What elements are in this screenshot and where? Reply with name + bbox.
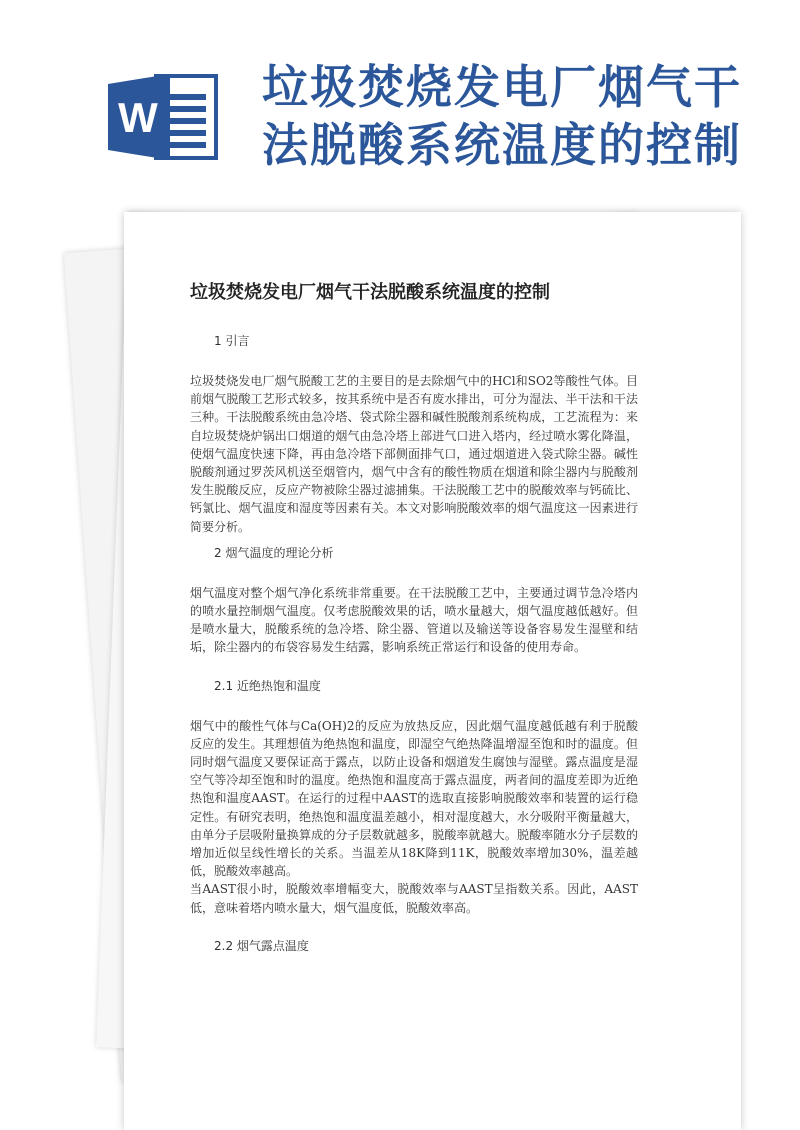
section-paragraph-aast-cont: 当AAST很小时，脱酸效率增幅变大，脱酸效率与AAST呈指数关系。因此，AAST低，意味着塔内喷水量大，烟气温度低，脱酸效率高。 <box>190 882 638 915</box>
section-paragraph-aast: 烟气中的酸性气体与Ca(OH)2的反应为放热反应，因此烟气温度越低越有利于脱酸反应的发生。其理想值为绝热饱和温度，即湿空气绝热降温增湿至饱和时的温度。但同时烟气温度又要保证高于露点，以防止设备和烟道发生腐蚀与湿壁。露点温度是湿空气等冷却至饱和时的温度。绝热饱和温度高于露点温度，两者间的温度差即为近绝热饱和温度AAST。在运行的过程中AAST的选取直接影响脱酸效率和装置的运行稳定性。有研究表明，绝热饱和温度温差越小，相对湿度越大，水分吸附平衡量越大，由单分子层吸附量换算成的分子层数就越多，脱酸率就越大。脱酸率随水分子层数的增加近似呈线性增长的关系。当温差从18K降到11K，脱酸效率增加30%，温差越低，脱酸效率越高。 <box>190 718 638 879</box>
word-logo-letter: W <box>118 94 158 141</box>
section-heading-dewpoint: 2.2 烟气露点温度 <box>214 938 309 953</box>
header-title: 垃圾焚烧发电厂烟气干法脱酸系统温度的控制 <box>262 60 742 172</box>
section-heading-theory: 2 烟气温度的理论分析 <box>214 545 334 560</box>
section-paragraph-theory: 烟气温度对整个烟气净化系统非常重要。在干法脱酸工艺中，主要通过调节急冷塔内的喷水量控制烟气温度。仅考虑脱酸效果的话，喷水量越大，烟气温度越低越好。但是喷水量大，脱酸系统的急冷塔、除尘器、管道以及输送等设备容易发生湿壁和结垢，除尘器内的布袋容易发生结露，影响系统正常运行和设备的使用寿命。 <box>190 585 638 655</box>
section-heading-aast: 2.1 近绝热饱和温度 <box>214 678 321 693</box>
word-document-icon <box>108 72 220 162</box>
section-heading-intro: 1 引言 <box>214 334 250 348</box>
document-title: 垃圾焚烧发电厂烟气干法脱酸系统温度的控制 <box>190 282 550 303</box>
section-paragraph-intro: 垃圾焚烧发电厂烟气脱酸工艺的主要目的是去除烟气中的HCl和SO2等酸性气体。目前烟气脱酸工艺形式较多，按其系统中是否有废水排出，可分为湿法、半干法和干法三种。干法脱酸系统由急冷塔、袋式除尘器和碱性脱酸剂系统构成，工艺流程为：来自垃圾焚烧炉锅出口烟道的烟气由急冷塔上部进气口进入塔内，经过喷水雾化降温，使烟气温度快速下降，再由急冷塔下部侧面排气口，通过烟道进入袋式除尘器。碱性脱酸剂通过罗茨风机送至烟管内，烟气中含有的酸性物质在烟道和除尘器内与脱酸剂发生脱酸反应，反应产物被除尘器过滤捕集。干法脱酸工艺中的脱酸效率与钙硫比、钙氯比、烟气温度和湿度等因素有关。本文对影响脱酸效率的烟气温度这一因素进行简要分析。 <box>190 374 638 534</box>
document-body <box>190 280 638 955</box>
